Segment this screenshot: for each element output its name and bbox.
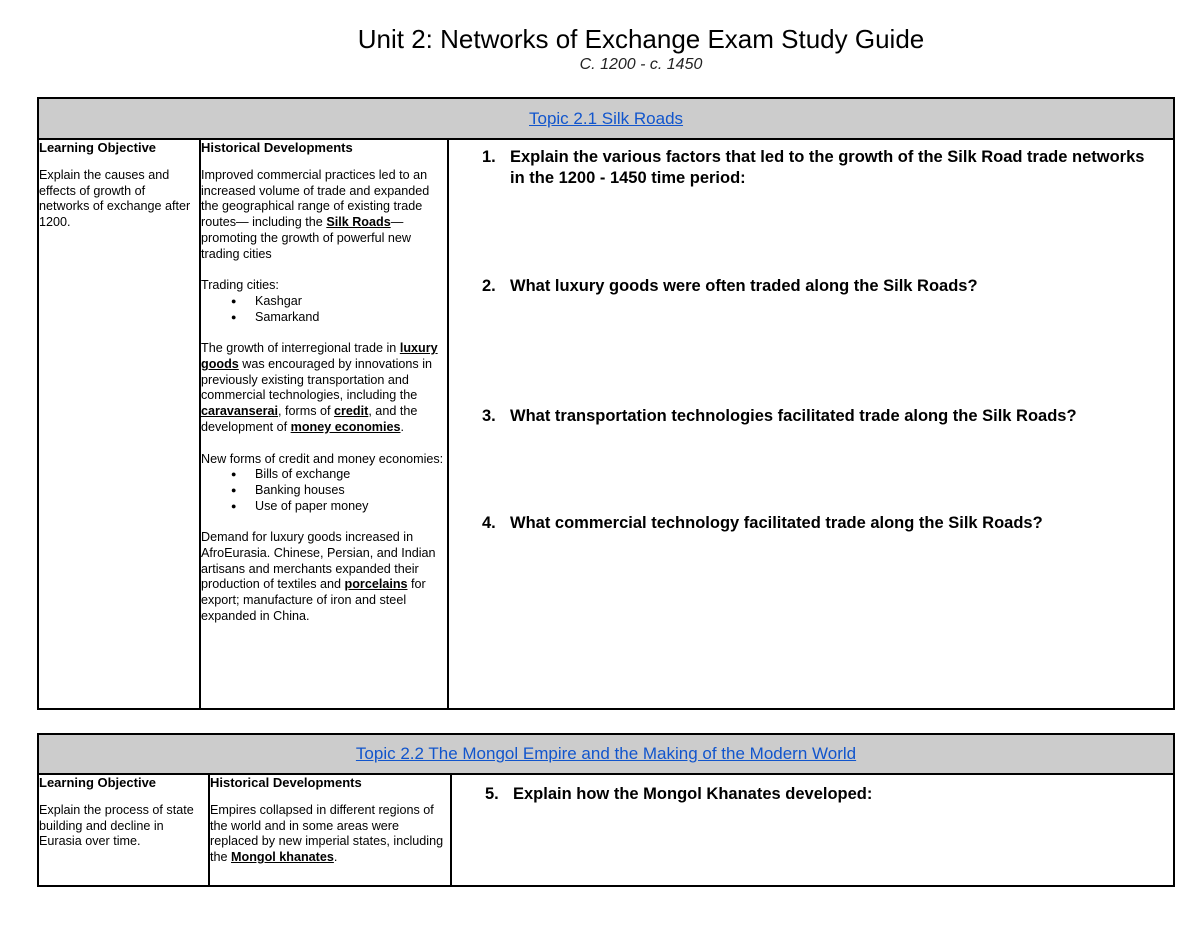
learning-objective-cell [38,774,209,886]
learning-objective-heading: Learning Objective [39,140,157,155]
keyword: credit [334,404,369,419]
question-4: 4. What commercial technology facilitated trade along the Silk Roads? [482,514,1043,532]
topic-2-1-header [38,98,1174,139]
paragraph: The growth of interregional trade in luxury goods was encouraged by innovations in previously existing transportation and commercial technologies, including the caravanserai, forms of credit, and the development of money economies. [201,341,438,434]
topic-2-1-link[interactable]: Topic 2.1 Silk Roads [529,108,684,128]
historical-developments-cell [209,774,451,886]
trading-cities-list [201,294,447,325]
paragraph: Empires collapsed in different regions of the world and in some areas were replaced by new imperial states, including the Mongol khanates. [210,803,444,865]
historical-developments-text [201,168,447,625]
list-item: ● Banking houses [255,483,447,499]
list-item: ● Samarkand [255,310,447,326]
learning-objective-text: Explain the process of state building and decline in Eurasia over time. [39,803,194,849]
credit-list [201,467,447,514]
topic-2-2-link[interactable]: Topic 2.2 The Mongol Empire and the Making of the Modern World [355,744,857,763]
paragraph: Improved commercial practices led to an increased volume of trade and expanded the geographical range of existing trade routes— including the Silk Roads—promoting the growth of powerful new trading cities [201,168,430,261]
page-title: Unit 2: Networks of Exchange Exam Study Guide [357,24,925,54]
keyword: Mongol khanates [231,850,334,865]
keyword: caravanserai [201,404,279,419]
historical-developments-heading: Historical Developments [201,140,353,155]
question-3: 3. What transportation technologies facilitated trade along the Silk Roads? [482,407,1077,425]
keyword: porcelains [344,577,408,592]
topic-2-2-table [37,733,1175,887]
paragraph: Demand for luxury goods increased in AfroEurasia. Chinese, Persian, and Indian artisans and merchants expanded their production of textiles and porcelains for export; manufacture of iron and steel expanded in China. [201,530,436,623]
page-subtitle: C. 1200 - c. 1450 [579,56,703,73]
topic-2-2-header [38,734,1174,774]
list-item: ● Use of paper money [255,499,447,515]
historical-developments-heading: Historical Developments [210,775,362,790]
keyword: money economies [290,419,401,434]
question-1: 1. Explain the various factors that led to the growth of the Silk Road trade networks in the 1200 - 1450 time period: [482,148,1145,187]
keyword: luxury goods [201,341,438,372]
list-item: ● Kashgar [255,294,447,310]
historical-developments-text [210,803,450,866]
question-5: 5. Explain how the Mongol Khanates developed: [485,785,873,803]
keyword: Silk Roads [326,215,391,230]
learning-objective-cell [38,139,200,709]
learning-objective-text: Explain the causes and effects of growth of networks of exchange after 1200. [39,168,191,230]
credit-label: New forms of credit and money economies: [201,451,444,466]
historical-developments-cell [200,139,448,709]
list-item: ● Bills of exchange [255,467,447,483]
question-2: 2. What luxury goods were often traded along the Silk Roads? [482,277,978,295]
learning-objective-heading: Learning Objective [39,775,157,790]
trading-cities-label: Trading cities: [201,278,279,293]
